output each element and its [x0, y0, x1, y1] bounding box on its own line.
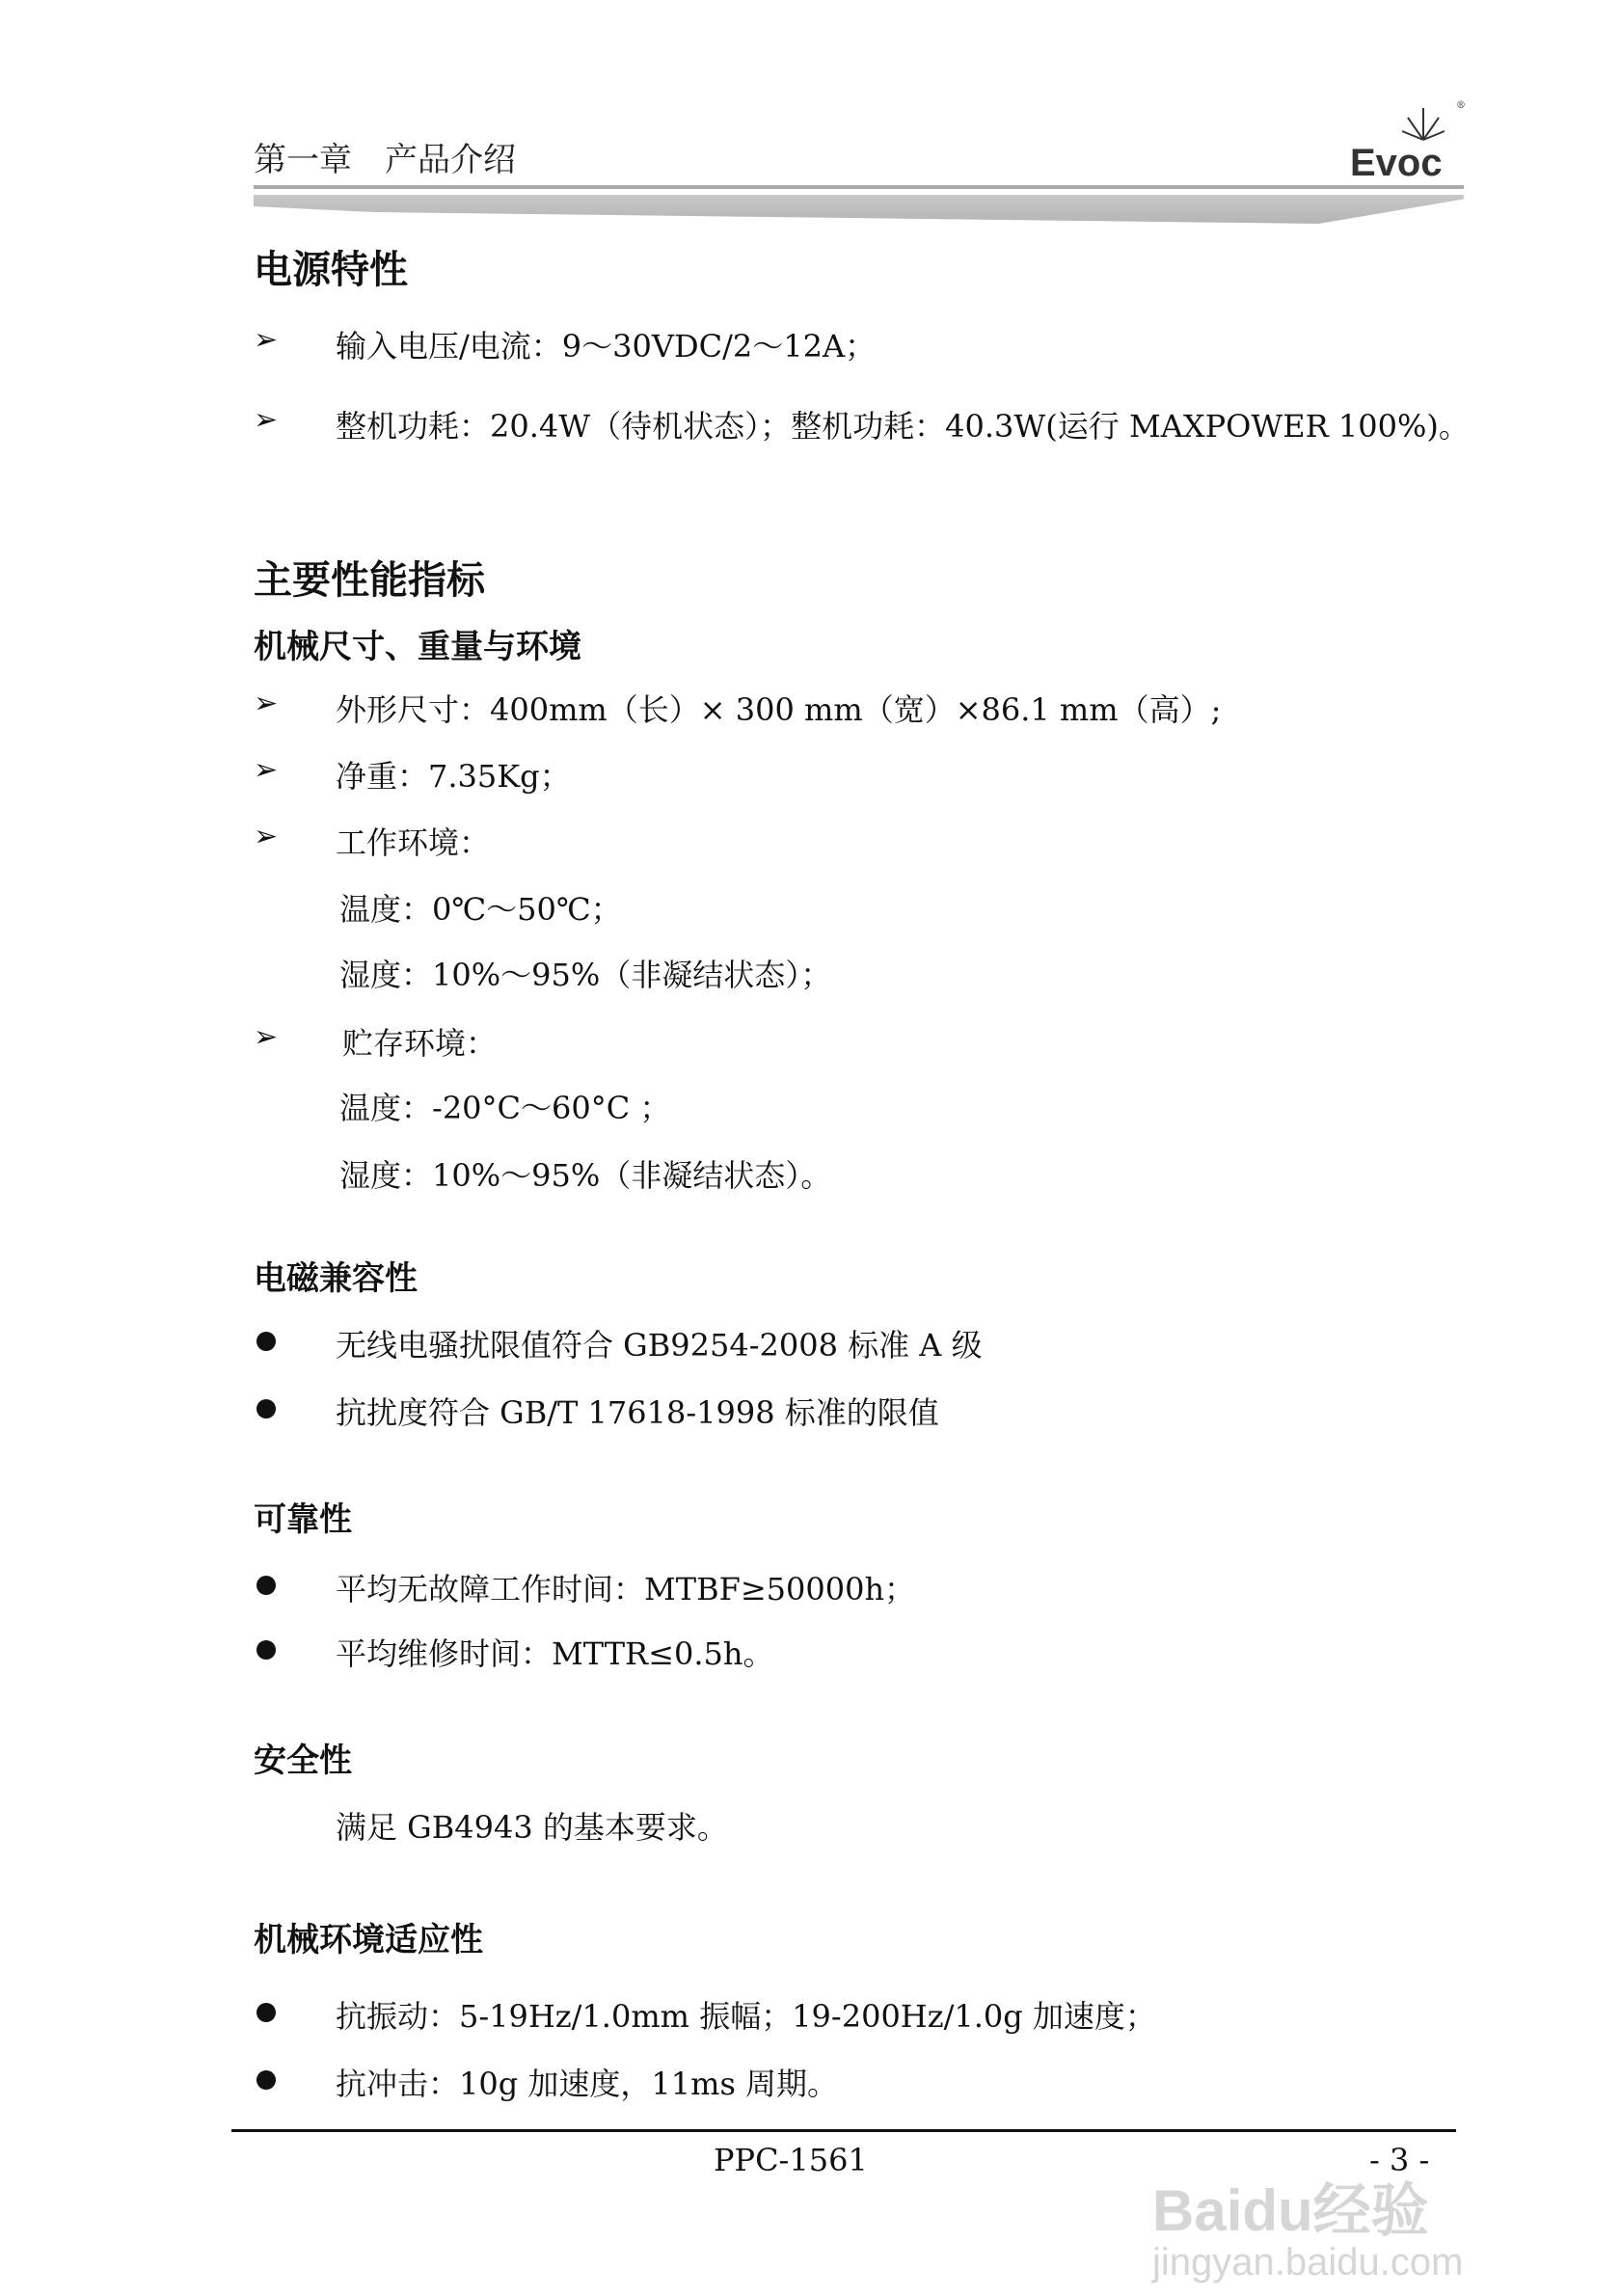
watermark-brand: Baidu经验	[1152, 2178, 1429, 2243]
subsection-title-emc: 电磁兼容性	[254, 1259, 418, 1298]
list-item: 抗冲击：10g 加速度，11ms 周期。	[336, 2066, 839, 2102]
svg-text:®: ®	[1456, 100, 1466, 111]
safety-text: 满足 GB4943 的基本要求。	[336, 1809, 728, 1846]
chapter-header: 第一章 产品介绍	[254, 141, 516, 179]
section-title-power: 电源特性	[254, 247, 408, 292]
list-item: 贮存环境：	[342, 1025, 498, 1062]
subsection-title-safety: 安全性	[254, 1742, 352, 1780]
evoc-logo	[1348, 96, 1466, 184]
list-subitem: 湿度：10%～95%（非凝结状态）；	[339, 957, 832, 993]
list-item: 平均维修时间：MTTR≤0.5h。	[336, 1635, 774, 1672]
arrow-bullet-icon: ➢	[254, 753, 279, 787]
baidu-watermark	[1152, 2178, 1464, 2283]
bullet-dot-icon	[256, 1640, 276, 1660]
footer-model: PPC-1561	[714, 2142, 868, 2178]
arrow-bullet-icon: ➢	[254, 323, 279, 357]
arrow-bullet-icon: ➢	[254, 1020, 279, 1054]
watermark-url: jingyan.baidu.com	[1152, 2241, 1464, 2283]
header-swoosh	[254, 195, 1464, 224]
bullet-dot-icon	[256, 1332, 276, 1351]
list-item: 输入电压/电流：9～30VDC/2～12A；	[336, 328, 877, 365]
list-subitem: 温度：-20°C～60°C ；	[339, 1090, 671, 1126]
subsection-title-mech-env: 机械环境适应性	[254, 1921, 483, 1959]
list-item: 无线电骚扰限值符合 GB9254-2008 标准 A 级	[336, 1327, 983, 1364]
list-item: 净重：7.35Kg；	[336, 758, 571, 795]
list-item: 平均无故障工作时间：MTBF≥50000h；	[336, 1571, 916, 1607]
svg-text:Evoc: Evoc	[1350, 142, 1443, 184]
bullet-dot-icon	[256, 1576, 276, 1595]
bullet-dot-icon	[256, 2070, 276, 2090]
list-subitem: 温度：0℃～50℃；	[339, 891, 622, 928]
list-item: 工作环境：	[336, 824, 491, 861]
list-item: 外形尺寸：400mm（长）× 300 mm（宽）×86.1 mm（高）;	[336, 691, 1222, 728]
subsection-title-mech: 机械尺寸、重量与环境	[254, 628, 581, 666]
bullet-dot-icon	[256, 2003, 276, 2022]
page-number: - 3 -	[1369, 2142, 1430, 2178]
section-title-perf: 主要性能指标	[254, 557, 485, 603]
arrow-bullet-icon: ➢	[254, 687, 279, 720]
header-rule	[254, 185, 1464, 189]
arrow-bullet-icon: ➢	[254, 403, 279, 437]
subsection-title-reliability: 可靠性	[254, 1500, 352, 1539]
list-item: 抗扰度符合 GB/T 17618-1998 标准的限值	[336, 1394, 939, 1431]
bullet-dot-icon	[256, 1399, 276, 1418]
arrow-bullet-icon: ➢	[254, 820, 279, 853]
list-subitem: 湿度：10%～95%（非凝结状态）。	[339, 1157, 832, 1194]
list-item: 整机功耗：20.4W（待机状态）；整机功耗：40.3W(运行 MAXPOWER 100%)。	[336, 408, 1470, 445]
list-item: 抗振动：5-19Hz/1.0mm 振幅；19-200Hz/1.0g 加速度；	[336, 1998, 1156, 2035]
footer-rule	[231, 2129, 1456, 2132]
